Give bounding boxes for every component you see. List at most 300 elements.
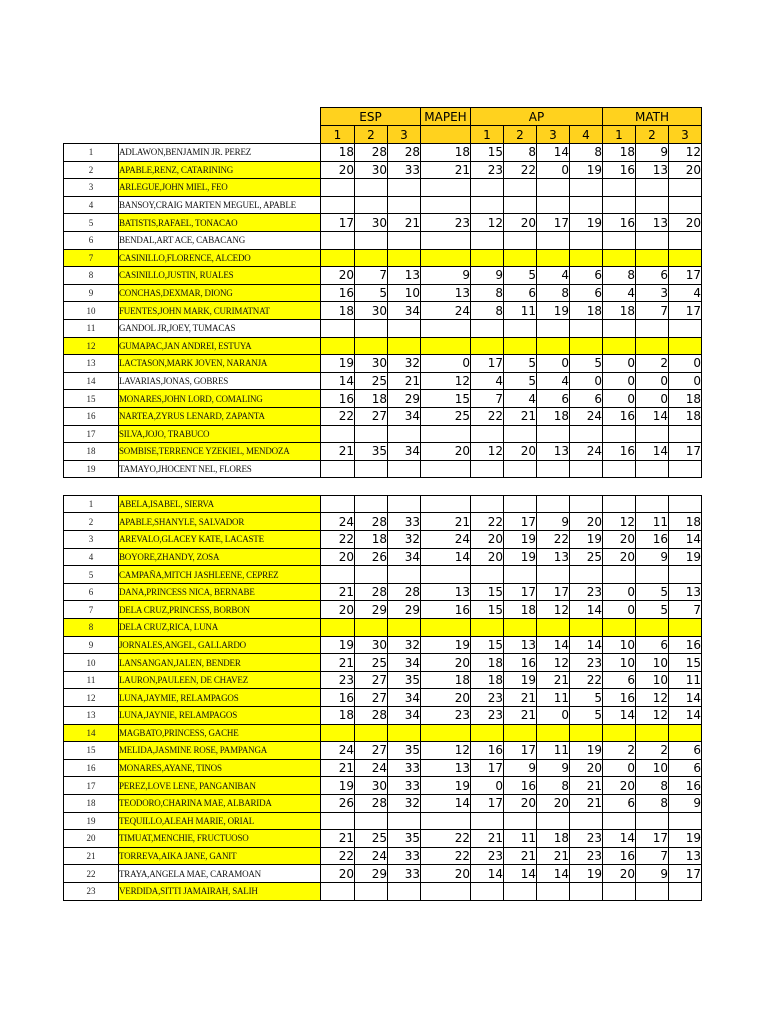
score-cell[interactable]: 14	[504, 865, 537, 883]
score-cell[interactable]: 7	[355, 267, 388, 285]
score-cell[interactable]	[570, 425, 603, 443]
score-cell[interactable]: 21	[321, 443, 355, 461]
score-cell[interactable]: 34	[388, 689, 421, 707]
score-cell[interactable]: 16	[603, 689, 636, 707]
score-cell[interactable]: 2	[603, 742, 636, 760]
score-cell[interactable]	[471, 460, 504, 478]
score-cell[interactable]	[421, 619, 471, 637]
score-cell[interactable]: 0	[603, 583, 636, 601]
score-cell[interactable]	[669, 249, 702, 267]
score-cell[interactable]: 5	[636, 583, 669, 601]
score-cell[interactable]: 5	[504, 267, 537, 285]
score-cell[interactable]	[537, 196, 570, 214]
score-cell[interactable]	[355, 812, 388, 830]
score-cell[interactable]: 19	[669, 830, 702, 848]
row-number[interactable]: 18	[64, 794, 119, 812]
score-cell[interactable]: 24	[355, 847, 388, 865]
score-cell[interactable]: 5	[504, 372, 537, 390]
score-cell[interactable]: 0	[636, 390, 669, 408]
score-cell[interactable]: 21	[321, 830, 355, 848]
score-cell[interactable]: 21	[537, 847, 570, 865]
row-number[interactable]: 16	[64, 759, 119, 777]
score-cell[interactable]: 5	[570, 689, 603, 707]
score-cell[interactable]: 21	[321, 583, 355, 601]
score-cell[interactable]: 14	[570, 601, 603, 619]
score-cell[interactable]	[636, 337, 669, 355]
row-number[interactable]: 2	[64, 161, 119, 179]
student-name[interactable]: LAVARIAS,JONAS, GOBRES	[119, 372, 321, 390]
score-cell[interactable]: 10	[636, 671, 669, 689]
row-number[interactable]: 13	[64, 707, 119, 725]
row-number[interactable]: 4	[64, 196, 119, 214]
score-cell[interactable]	[388, 724, 421, 742]
score-cell[interactable]: 34	[388, 407, 421, 425]
score-cell[interactable]	[421, 231, 471, 249]
student-name[interactable]: SILVA,JOJO, TRABUCO	[119, 425, 321, 443]
score-cell[interactable]	[537, 425, 570, 443]
score-cell[interactable]: 14	[636, 407, 669, 425]
score-cell[interactable]: 20	[669, 161, 702, 179]
score-cell[interactable]: 20	[321, 865, 355, 883]
score-cell[interactable]: 9	[537, 759, 570, 777]
score-cell[interactable]	[471, 724, 504, 742]
score-cell[interactable]: 24	[570, 407, 603, 425]
score-cell[interactable]: 6	[570, 390, 603, 408]
score-cell[interactable]: 28	[388, 144, 421, 162]
score-cell[interactable]: 4	[471, 372, 504, 390]
row-number[interactable]: 20	[64, 830, 119, 848]
score-cell[interactable]: 19	[504, 548, 537, 566]
score-cell[interactable]: 13	[537, 443, 570, 461]
score-cell[interactable]: 14	[570, 636, 603, 654]
score-cell[interactable]: 23	[471, 847, 504, 865]
score-cell[interactable]: 19	[669, 548, 702, 566]
score-cell[interactable]: 21	[321, 759, 355, 777]
score-cell[interactable]	[355, 249, 388, 267]
score-cell[interactable]: 10	[388, 284, 421, 302]
score-cell[interactable]: 23	[570, 830, 603, 848]
score-cell[interactable]: 0	[603, 355, 636, 373]
score-cell[interactable]: 21	[388, 214, 421, 232]
score-cell[interactable]: 23	[570, 654, 603, 672]
score-cell[interactable]	[603, 337, 636, 355]
score-cell[interactable]: 20	[504, 443, 537, 461]
student-name[interactable]: JORNALES,ANGEL, GALLARDO	[119, 636, 321, 654]
score-cell[interactable]: 20	[421, 654, 471, 672]
score-cell[interactable]: 22	[471, 513, 504, 531]
score-cell[interactable]	[504, 724, 537, 742]
score-cell[interactable]: 33	[388, 865, 421, 883]
row-number[interactable]: 8	[64, 267, 119, 285]
row-number[interactable]: 4	[64, 548, 119, 566]
row-number[interactable]: 3	[64, 531, 119, 549]
score-cell[interactable]: 29	[355, 601, 388, 619]
score-cell[interactable]	[669, 460, 702, 478]
score-cell[interactable]: 35	[388, 830, 421, 848]
score-cell[interactable]	[537, 724, 570, 742]
score-cell[interactable]: 5	[355, 284, 388, 302]
score-cell[interactable]: 18	[421, 144, 471, 162]
student-name[interactable]: DELA CRUZ,PRINCESS, BORBON	[119, 601, 321, 619]
score-cell[interactable]	[570, 566, 603, 584]
score-cell[interactable]: 15	[471, 636, 504, 654]
score-cell[interactable]: 23	[471, 161, 504, 179]
score-cell[interactable]	[636, 196, 669, 214]
score-cell[interactable]: 20	[471, 531, 504, 549]
row-number[interactable]: 5	[64, 214, 119, 232]
score-cell[interactable]	[321, 460, 355, 478]
score-cell[interactable]: 30	[355, 777, 388, 795]
score-cell[interactable]: 20	[321, 601, 355, 619]
row-number[interactable]: 9	[64, 284, 119, 302]
score-cell[interactable]: 17	[471, 794, 504, 812]
score-cell[interactable]	[471, 495, 504, 513]
score-cell[interactable]: 0	[603, 759, 636, 777]
score-cell[interactable]: 12	[636, 707, 669, 725]
score-cell[interactable]: 10	[603, 654, 636, 672]
score-cell[interactable]	[603, 566, 636, 584]
score-cell[interactable]	[388, 231, 421, 249]
score-cell[interactable]: 9	[669, 794, 702, 812]
score-cell[interactable]	[504, 619, 537, 637]
score-cell[interactable]: 21	[504, 689, 537, 707]
score-cell[interactable]	[321, 619, 355, 637]
score-cell[interactable]	[421, 249, 471, 267]
score-cell[interactable]: 21	[504, 407, 537, 425]
score-cell[interactable]: 24	[421, 531, 471, 549]
score-cell[interactable]: 18	[321, 302, 355, 320]
score-cell[interactable]	[355, 495, 388, 513]
score-cell[interactable]: 22	[321, 531, 355, 549]
row-number[interactable]: 15	[64, 742, 119, 760]
score-cell[interactable]: 16	[421, 601, 471, 619]
row-number[interactable]: 21	[64, 847, 119, 865]
row-number[interactable]: 6	[64, 231, 119, 249]
row-number[interactable]: 17	[64, 777, 119, 795]
score-cell[interactable]: 19	[570, 865, 603, 883]
score-cell[interactable]	[669, 478, 702, 496]
score-cell[interactable]: 4	[537, 267, 570, 285]
score-cell[interactable]: 28	[355, 583, 388, 601]
score-cell[interactable]: 14	[537, 144, 570, 162]
score-cell[interactable]	[504, 337, 537, 355]
score-cell[interactable]: 19	[504, 531, 537, 549]
score-cell[interactable]: 20	[321, 548, 355, 566]
score-cell[interactable]	[388, 495, 421, 513]
score-cell[interactable]	[321, 319, 355, 337]
score-cell[interactable]	[321, 179, 355, 197]
student-name[interactable]: MAGBATO,PRINCESS, GACHE	[119, 724, 321, 742]
score-cell[interactable]: 33	[388, 777, 421, 795]
score-cell[interactable]	[421, 196, 471, 214]
score-cell[interactable]: 35	[388, 742, 421, 760]
score-cell[interactable]: 11	[537, 689, 570, 707]
score-cell[interactable]	[603, 812, 636, 830]
score-cell[interactable]	[669, 196, 702, 214]
score-cell[interactable]	[321, 812, 355, 830]
score-cell[interactable]: 6	[504, 284, 537, 302]
score-cell[interactable]: 14	[636, 443, 669, 461]
score-cell[interactable]	[471, 478, 504, 496]
score-cell[interactable]: 23	[471, 689, 504, 707]
score-cell[interactable]: 17	[537, 583, 570, 601]
score-cell[interactable]	[537, 337, 570, 355]
student-name[interactable]: LUNA,JAYNIE, RELAMPAGOS	[119, 707, 321, 725]
score-cell[interactable]: 8	[537, 777, 570, 795]
score-cell[interactable]	[388, 425, 421, 443]
score-cell[interactable]	[537, 882, 570, 900]
score-cell[interactable]	[388, 337, 421, 355]
student-name[interactable]: BATISTIS,RAFAEL, TONACAO	[119, 214, 321, 232]
score-cell[interactable]: 25	[355, 654, 388, 672]
score-cell[interactable]: 20	[603, 531, 636, 549]
score-cell[interactable]: 11	[537, 742, 570, 760]
score-cell[interactable]: 35	[355, 443, 388, 461]
score-cell[interactable]	[471, 319, 504, 337]
row-number[interactable]: 7	[64, 249, 119, 267]
score-cell[interactable]	[355, 179, 388, 197]
score-cell[interactable]: 19	[570, 214, 603, 232]
score-cell[interactable]	[421, 460, 471, 478]
row-number[interactable]: 1	[64, 144, 119, 162]
score-cell[interactable]	[421, 179, 471, 197]
score-cell[interactable]: 21	[570, 777, 603, 795]
student-name[interactable]: GANDOL JR,JOEY, TUMACAS	[119, 319, 321, 337]
score-cell[interactable]: 13	[504, 636, 537, 654]
score-cell[interactable]: 17	[669, 865, 702, 883]
score-cell[interactable]: 8	[603, 267, 636, 285]
score-cell[interactable]: 21	[504, 847, 537, 865]
score-cell[interactable]: 14	[537, 636, 570, 654]
score-cell[interactable]: 19	[570, 161, 603, 179]
score-cell[interactable]	[603, 231, 636, 249]
score-cell[interactable]: 19	[537, 302, 570, 320]
score-cell[interactable]: 28	[355, 707, 388, 725]
score-cell[interactable]	[471, 249, 504, 267]
row-number[interactable]: 19	[64, 460, 119, 478]
score-cell[interactable]: 6	[669, 742, 702, 760]
student-name[interactable]: TAMAYO,JHOCENT NEL, FLORES	[119, 460, 321, 478]
score-cell[interactable]: 13	[636, 214, 669, 232]
score-cell[interactable]	[603, 882, 636, 900]
score-cell[interactable]: 7	[669, 601, 702, 619]
score-cell[interactable]	[603, 478, 636, 496]
score-cell[interactable]: 6	[636, 267, 669, 285]
score-cell[interactable]: 6	[570, 284, 603, 302]
score-cell[interactable]	[504, 478, 537, 496]
score-cell[interactable]: 16	[504, 777, 537, 795]
score-cell[interactable]	[570, 196, 603, 214]
score-cell[interactable]	[537, 249, 570, 267]
score-cell[interactable]: 9	[471, 267, 504, 285]
score-cell[interactable]: 19	[570, 531, 603, 549]
student-name[interactable]: LANSANGAN,JALEN, BENDER	[119, 654, 321, 672]
score-cell[interactable]	[570, 812, 603, 830]
score-cell[interactable]: 17	[669, 443, 702, 461]
score-cell[interactable]: 4	[669, 284, 702, 302]
row-number[interactable]: 14	[64, 372, 119, 390]
score-cell[interactable]: 12	[537, 601, 570, 619]
score-cell[interactable]: 16	[603, 407, 636, 425]
score-cell[interactable]	[388, 566, 421, 584]
score-cell[interactable]: 18	[669, 407, 702, 425]
score-cell[interactable]: 12	[471, 214, 504, 232]
score-cell[interactable]: 11	[636, 513, 669, 531]
score-cell[interactable]: 19	[421, 777, 471, 795]
row-number[interactable]: 14	[64, 724, 119, 742]
score-cell[interactable]: 20	[471, 548, 504, 566]
score-cell[interactable]: 20	[421, 443, 471, 461]
student-name[interactable]: APABLE,RENZ, CATARINING	[119, 161, 321, 179]
student-name[interactable]: ARLEGUE,JOHN MIEL, FEO	[119, 179, 321, 197]
score-cell[interactable]: 30	[355, 636, 388, 654]
score-cell[interactable]	[471, 231, 504, 249]
row-number[interactable]: 11	[64, 319, 119, 337]
score-cell[interactable]: 24	[570, 443, 603, 461]
score-cell[interactable]: 33	[388, 759, 421, 777]
student-name[interactable]: TRAYA,ANGELA MAE, CARAMOAN	[119, 865, 321, 883]
score-cell[interactable]: 19	[421, 636, 471, 654]
row-number[interactable]: 22	[64, 865, 119, 883]
score-cell[interactable]	[355, 882, 388, 900]
score-cell[interactable]: 20	[570, 513, 603, 531]
score-cell[interactable]: 23	[471, 707, 504, 725]
score-cell[interactable]	[537, 478, 570, 496]
score-cell[interactable]	[504, 425, 537, 443]
score-cell[interactable]	[471, 812, 504, 830]
score-cell[interactable]: 25	[355, 372, 388, 390]
score-cell[interactable]	[471, 337, 504, 355]
student-name[interactable]: TEQUILLO,ALEAH MARIE, ORIAL	[119, 812, 321, 830]
score-cell[interactable]: 20	[570, 759, 603, 777]
score-cell[interactable]	[355, 337, 388, 355]
score-cell[interactable]: 11	[504, 302, 537, 320]
student-name[interactable]: MONARES,AYANE, TINOS	[119, 759, 321, 777]
score-cell[interactable]: 29	[388, 601, 421, 619]
score-cell[interactable]: 14	[421, 548, 471, 566]
score-cell[interactable]	[603, 460, 636, 478]
score-cell[interactable]: 17	[669, 302, 702, 320]
score-cell[interactable]: 25	[355, 830, 388, 848]
score-cell[interactable]	[669, 882, 702, 900]
score-cell[interactable]	[471, 882, 504, 900]
student-name[interactable]: CONCHAS,DEXMAR, DIONG	[119, 284, 321, 302]
score-cell[interactable]	[570, 337, 603, 355]
row-number[interactable]: 11	[64, 671, 119, 689]
score-cell[interactable]	[421, 724, 471, 742]
score-cell[interactable]	[669, 812, 702, 830]
row-number[interactable]: 17	[64, 425, 119, 443]
score-cell[interactable]	[504, 179, 537, 197]
score-cell[interactable]: 16	[321, 284, 355, 302]
score-cell[interactable]: 30	[355, 355, 388, 373]
score-cell[interactable]	[669, 495, 702, 513]
score-cell[interactable]: 17	[669, 267, 702, 285]
score-cell[interactable]	[537, 495, 570, 513]
student-name[interactable]: FUENTES,JOHN MARK, CURIMATNAT	[119, 302, 321, 320]
score-cell[interactable]	[421, 812, 471, 830]
score-cell[interactable]	[355, 566, 388, 584]
score-cell[interactable]: 4	[603, 284, 636, 302]
score-cell[interactable]: 34	[388, 707, 421, 725]
score-cell[interactable]: 28	[355, 513, 388, 531]
score-cell[interactable]: 21	[421, 513, 471, 531]
score-cell[interactable]: 22	[421, 830, 471, 848]
score-cell[interactable]: 17	[504, 583, 537, 601]
student-name[interactable]: NARTEA,ZYRUS LENARD, ZAPANTA	[119, 407, 321, 425]
score-cell[interactable]: 34	[388, 443, 421, 461]
score-cell[interactable]: 8	[471, 302, 504, 320]
score-cell[interactable]: 32	[388, 355, 421, 373]
student-name[interactable]: GUMAPAC,JAN ANDREI, ESTUYA	[119, 337, 321, 355]
score-cell[interactable]	[504, 566, 537, 584]
score-cell[interactable]: 18	[504, 601, 537, 619]
score-cell[interactable]	[321, 566, 355, 584]
score-cell[interactable]: 22	[321, 407, 355, 425]
score-cell[interactable]: 27	[355, 671, 388, 689]
score-cell[interactable]: 0	[537, 707, 570, 725]
student-name[interactable]: CASINILLO,FLORENCE, ALCEDO	[119, 249, 321, 267]
score-cell[interactable]: 0	[603, 372, 636, 390]
score-cell[interactable]: 0	[537, 355, 570, 373]
score-cell[interactable]: 23	[321, 671, 355, 689]
row-number[interactable]: 16	[64, 407, 119, 425]
score-cell[interactable]: 20	[669, 214, 702, 232]
score-cell[interactable]: 18	[471, 654, 504, 672]
score-cell[interactable]: 8	[537, 284, 570, 302]
score-cell[interactable]: 0	[603, 601, 636, 619]
student-name[interactable]: TIMUAT,MENCHIE, FRUCTUOSO	[119, 830, 321, 848]
score-cell[interactable]: 12	[669, 144, 702, 162]
score-cell[interactable]: 0	[537, 161, 570, 179]
student-name[interactable]: MONARES,JOHN LORD, COMALING	[119, 390, 321, 408]
score-cell[interactable]: 11	[504, 830, 537, 848]
score-cell[interactable]: 12	[636, 689, 669, 707]
score-cell[interactable]: 29	[355, 865, 388, 883]
score-cell[interactable]	[570, 478, 603, 496]
row-number[interactable]: 23	[64, 882, 119, 900]
student-name[interactable]: LUNA,JAYMIE, RELAMPAGOS	[119, 689, 321, 707]
score-cell[interactable]: 9	[504, 759, 537, 777]
score-cell[interactable]	[570, 882, 603, 900]
score-cell[interactable]	[471, 566, 504, 584]
score-cell[interactable]	[603, 425, 636, 443]
score-cell[interactable]	[355, 196, 388, 214]
score-cell[interactable]: 18	[355, 531, 388, 549]
score-cell[interactable]: 22	[421, 847, 471, 865]
score-cell[interactable]: 7	[471, 390, 504, 408]
score-cell[interactable]: 13	[537, 548, 570, 566]
score-cell[interactable]	[603, 619, 636, 637]
student-name[interactable]: APABLE,SHANYLE, SALVADOR	[119, 513, 321, 531]
score-cell[interactable]	[321, 495, 355, 513]
score-cell[interactable]: 19	[321, 355, 355, 373]
score-cell[interactable]: 22	[504, 161, 537, 179]
student-name[interactable]: BOYORE,ZHANDY, ZOSA	[119, 548, 321, 566]
score-cell[interactable]	[321, 231, 355, 249]
score-cell[interactable]: 17	[537, 214, 570, 232]
score-cell[interactable]	[388, 179, 421, 197]
score-cell[interactable]	[388, 882, 421, 900]
score-cell[interactable]: 20	[421, 689, 471, 707]
score-cell[interactable]: 16	[603, 161, 636, 179]
score-cell[interactable]: 27	[355, 689, 388, 707]
student-name[interactable]: CASINILLO,JUSTIN, RUALES	[119, 267, 321, 285]
score-cell[interactable]	[504, 249, 537, 267]
score-cell[interactable]: 6	[603, 794, 636, 812]
score-cell[interactable]: 12	[421, 742, 471, 760]
student-name[interactable]: AREVALO,GLACEY KATE, LACASTE	[119, 531, 321, 549]
